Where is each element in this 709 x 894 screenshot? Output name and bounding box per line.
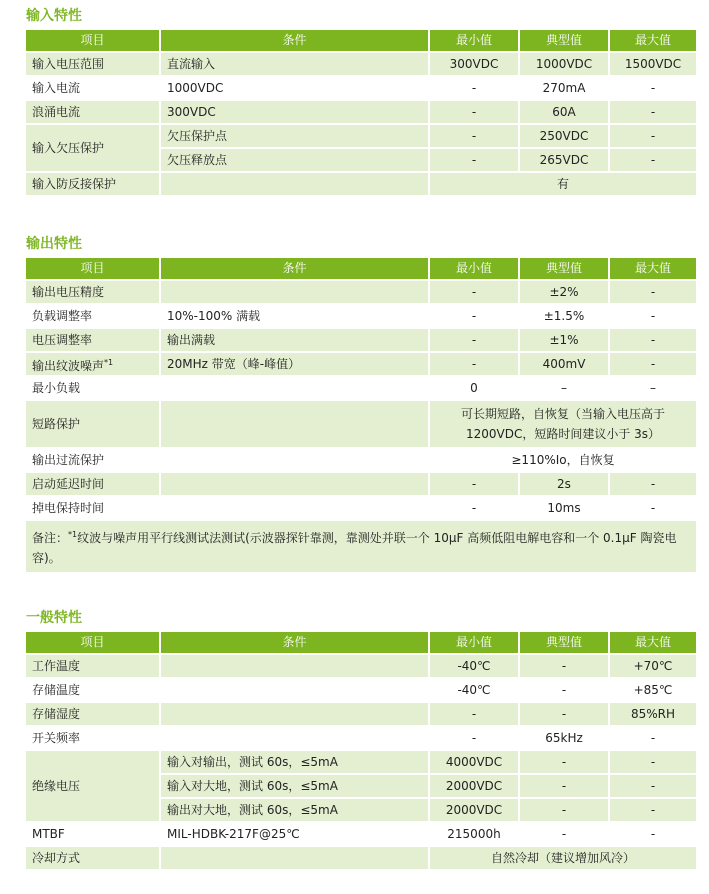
row-min: - xyxy=(430,125,518,147)
row-condition xyxy=(161,401,428,447)
header-item: 项目 xyxy=(26,30,159,51)
row-label: 绝缘电压 xyxy=(26,751,159,821)
row-value: 自然冷却（建议增加风冷） xyxy=(430,847,696,869)
table-row xyxy=(26,353,696,375)
row-typ: 400mV xyxy=(520,353,608,375)
row-max: - xyxy=(610,799,696,821)
row-typ: - xyxy=(520,823,608,845)
table-row xyxy=(26,751,696,773)
row-condition: 输入对大地，测试 60s，≤5mA xyxy=(161,775,428,797)
row-condition: 20MHz 带宽（峰-峰值） xyxy=(161,353,428,375)
row-label: 负载调整率 xyxy=(26,305,159,327)
row-max: - xyxy=(610,353,696,375)
row-condition xyxy=(161,497,428,519)
row-label: 开关频率 xyxy=(26,727,159,749)
footnote-text: 纹波与噪声用平行线测试法测试(示波器探针靠测，靠测处并联一个 10μF 高频低阻电解电容和一个 0.1μF 陶瓷电容)。 xyxy=(32,531,677,565)
table-header-row xyxy=(26,632,696,653)
row-max: - xyxy=(610,473,696,495)
row-max: - xyxy=(610,751,696,773)
row-label: 输入防反接保护 xyxy=(26,173,159,195)
note-row xyxy=(26,521,696,572)
row-min: -40℃ xyxy=(430,655,518,677)
row-label xyxy=(26,353,159,375)
row-min: - xyxy=(430,353,518,375)
row-label: 输入电压范围 xyxy=(26,53,159,75)
table-row xyxy=(26,53,696,75)
footnote-mark: *1 xyxy=(104,357,114,367)
row-max: - xyxy=(610,775,696,797)
table-row xyxy=(26,727,696,749)
row-max: - xyxy=(610,727,696,749)
row-typ: 250VDC xyxy=(520,125,608,147)
row-max: - xyxy=(610,281,696,303)
input-table xyxy=(24,28,698,197)
row-max: +70℃ xyxy=(610,655,696,677)
row-label: 电压调整率 xyxy=(26,329,159,351)
footnote-mark: *1 xyxy=(68,530,78,539)
row-max: - xyxy=(610,823,696,845)
row-max: - xyxy=(610,149,696,171)
header-condition: 条件 xyxy=(161,30,428,51)
row-typ: 60A xyxy=(520,101,608,123)
row-label: 掉电保持时间 xyxy=(26,497,159,519)
row-max: - xyxy=(610,101,696,123)
row-min: - xyxy=(430,77,518,99)
row-min: 0 xyxy=(430,377,518,399)
header-condition: 条件 xyxy=(161,632,428,653)
row-typ: - xyxy=(520,679,608,701)
table-row xyxy=(26,473,696,495)
header-min: 最小值 xyxy=(430,632,518,653)
header-min: 最小值 xyxy=(430,30,518,51)
table-row xyxy=(26,823,696,845)
row-max: +85℃ xyxy=(610,679,696,701)
row-condition: 输出满载 xyxy=(161,329,428,351)
row-max: - xyxy=(610,329,696,351)
header-min: 最小值 xyxy=(430,258,518,279)
row-condition xyxy=(161,473,428,495)
row-typ: - xyxy=(520,799,608,821)
row-condition: MIL-HDBK-217F@25℃ xyxy=(161,823,428,845)
row-label: 最小负载 xyxy=(26,377,159,399)
ripple-label: 输出纹波噪声 xyxy=(32,358,105,373)
input-section-title: 输入特性 xyxy=(26,8,82,24)
table-row xyxy=(26,101,696,123)
row-condition: 直流输入 xyxy=(161,53,428,75)
row-typ: 265VDC xyxy=(520,149,608,171)
row-min: - xyxy=(430,727,518,749)
table-row xyxy=(26,655,696,677)
row-typ: ±1.5% xyxy=(520,305,608,327)
table-row xyxy=(26,449,696,471)
row-condition: 1000VDC xyxy=(161,77,428,99)
row-typ: - xyxy=(520,775,608,797)
row-label: 输入电流 xyxy=(26,77,159,99)
row-max: - xyxy=(610,305,696,327)
row-label: MTBF xyxy=(26,823,159,845)
table-row xyxy=(26,703,696,725)
row-max: 1500VDC xyxy=(610,53,696,75)
output-section-title: 输出特性 xyxy=(26,236,82,252)
row-typ: - xyxy=(520,703,608,725)
table-row xyxy=(26,497,696,519)
general-section-title: 一般特性 xyxy=(26,610,82,626)
row-min: - xyxy=(430,473,518,495)
row-value: 可长期短路，自恢复（当输入电压高于1200VDC，短路时间建议小于 3s） xyxy=(430,401,696,447)
header-typ: 典型值 xyxy=(520,258,608,279)
table-row xyxy=(26,173,696,195)
header-max: 最大值 xyxy=(610,632,696,653)
row-min: 215000h xyxy=(430,823,518,845)
table-header-row xyxy=(26,30,696,51)
header-typ: 典型值 xyxy=(520,632,608,653)
row-min: -40℃ xyxy=(430,679,518,701)
row-value: 有 xyxy=(430,173,696,195)
row-typ: ±2% xyxy=(520,281,608,303)
row-label: 输出过流保护 xyxy=(26,449,159,471)
row-min: - xyxy=(430,329,518,351)
row-typ: 1000VDC xyxy=(520,53,608,75)
footnote xyxy=(26,521,696,572)
row-min: - xyxy=(430,281,518,303)
output-table xyxy=(24,256,698,574)
header-item: 项目 xyxy=(26,258,159,279)
row-label: 存储温度 xyxy=(26,679,159,701)
general-section xyxy=(26,606,696,871)
row-max: - xyxy=(610,77,696,99)
input-section xyxy=(26,4,696,197)
row-typ: 2s xyxy=(520,473,608,495)
header-max: 最大值 xyxy=(610,258,696,279)
row-typ: - xyxy=(520,655,608,677)
table-row xyxy=(26,377,696,399)
row-condition: 300VDC xyxy=(161,101,428,123)
row-typ: - xyxy=(520,751,608,773)
row-max: - xyxy=(610,125,696,147)
table-row xyxy=(26,125,696,147)
row-label: 工作温度 xyxy=(26,655,159,677)
header-typ: 典型值 xyxy=(520,30,608,51)
row-label: 浪涌电流 xyxy=(26,101,159,123)
output-section xyxy=(26,232,696,574)
table-row xyxy=(26,305,696,327)
row-condition xyxy=(161,449,428,471)
row-condition xyxy=(161,377,428,399)
row-label: 输入欠压保护 xyxy=(26,125,159,171)
row-condition xyxy=(161,173,428,195)
row-min: - xyxy=(430,703,518,725)
row-condition xyxy=(161,679,428,701)
row-label: 短路保护 xyxy=(26,401,159,447)
row-condition: 输出对大地，测试 60s，≤5mA xyxy=(161,799,428,821)
row-min: 2000VDC xyxy=(430,775,518,797)
table-row xyxy=(26,281,696,303)
row-min: - xyxy=(430,149,518,171)
row-condition xyxy=(161,655,428,677)
row-min: - xyxy=(430,305,518,327)
row-typ: – xyxy=(520,377,608,399)
row-max: – xyxy=(610,377,696,399)
row-condition: 输入对输出，测试 60s，≤5mA xyxy=(161,751,428,773)
table-row xyxy=(26,77,696,99)
table-row xyxy=(26,679,696,701)
row-min: 300VDC xyxy=(430,53,518,75)
row-typ: 270mA xyxy=(520,77,608,99)
row-min: - xyxy=(430,101,518,123)
row-condition xyxy=(161,727,428,749)
row-condition xyxy=(161,847,428,869)
row-min: 4000VDC xyxy=(430,751,518,773)
footnote-prefix: 备注： xyxy=(32,531,69,545)
row-label: 输出电压精度 xyxy=(26,281,159,303)
row-condition: 欠压保护点 xyxy=(161,125,428,147)
row-condition: 10%-100% 满载 xyxy=(161,305,428,327)
header-item: 项目 xyxy=(26,632,159,653)
row-typ: ±1% xyxy=(520,329,608,351)
row-label: 存储湿度 xyxy=(26,703,159,725)
table-row xyxy=(26,401,696,447)
row-max: 85%RH xyxy=(610,703,696,725)
row-max: - xyxy=(610,497,696,519)
header-condition: 条件 xyxy=(161,258,428,279)
row-condition xyxy=(161,281,428,303)
row-label: 冷却方式 xyxy=(26,847,159,869)
header-max: 最大值 xyxy=(610,30,696,51)
table-row xyxy=(26,329,696,351)
general-table xyxy=(24,630,698,871)
row-label: 启动延迟时间 xyxy=(26,473,159,495)
row-condition: 欠压释放点 xyxy=(161,149,428,171)
row-typ: 65kHz xyxy=(520,727,608,749)
row-condition xyxy=(161,703,428,725)
table-row xyxy=(26,847,696,869)
row-min: - xyxy=(430,497,518,519)
row-value: ≥110%Io，自恢复 xyxy=(430,449,696,471)
row-min: 2000VDC xyxy=(430,799,518,821)
row-typ: 10ms xyxy=(520,497,608,519)
table-header-row xyxy=(26,258,696,279)
